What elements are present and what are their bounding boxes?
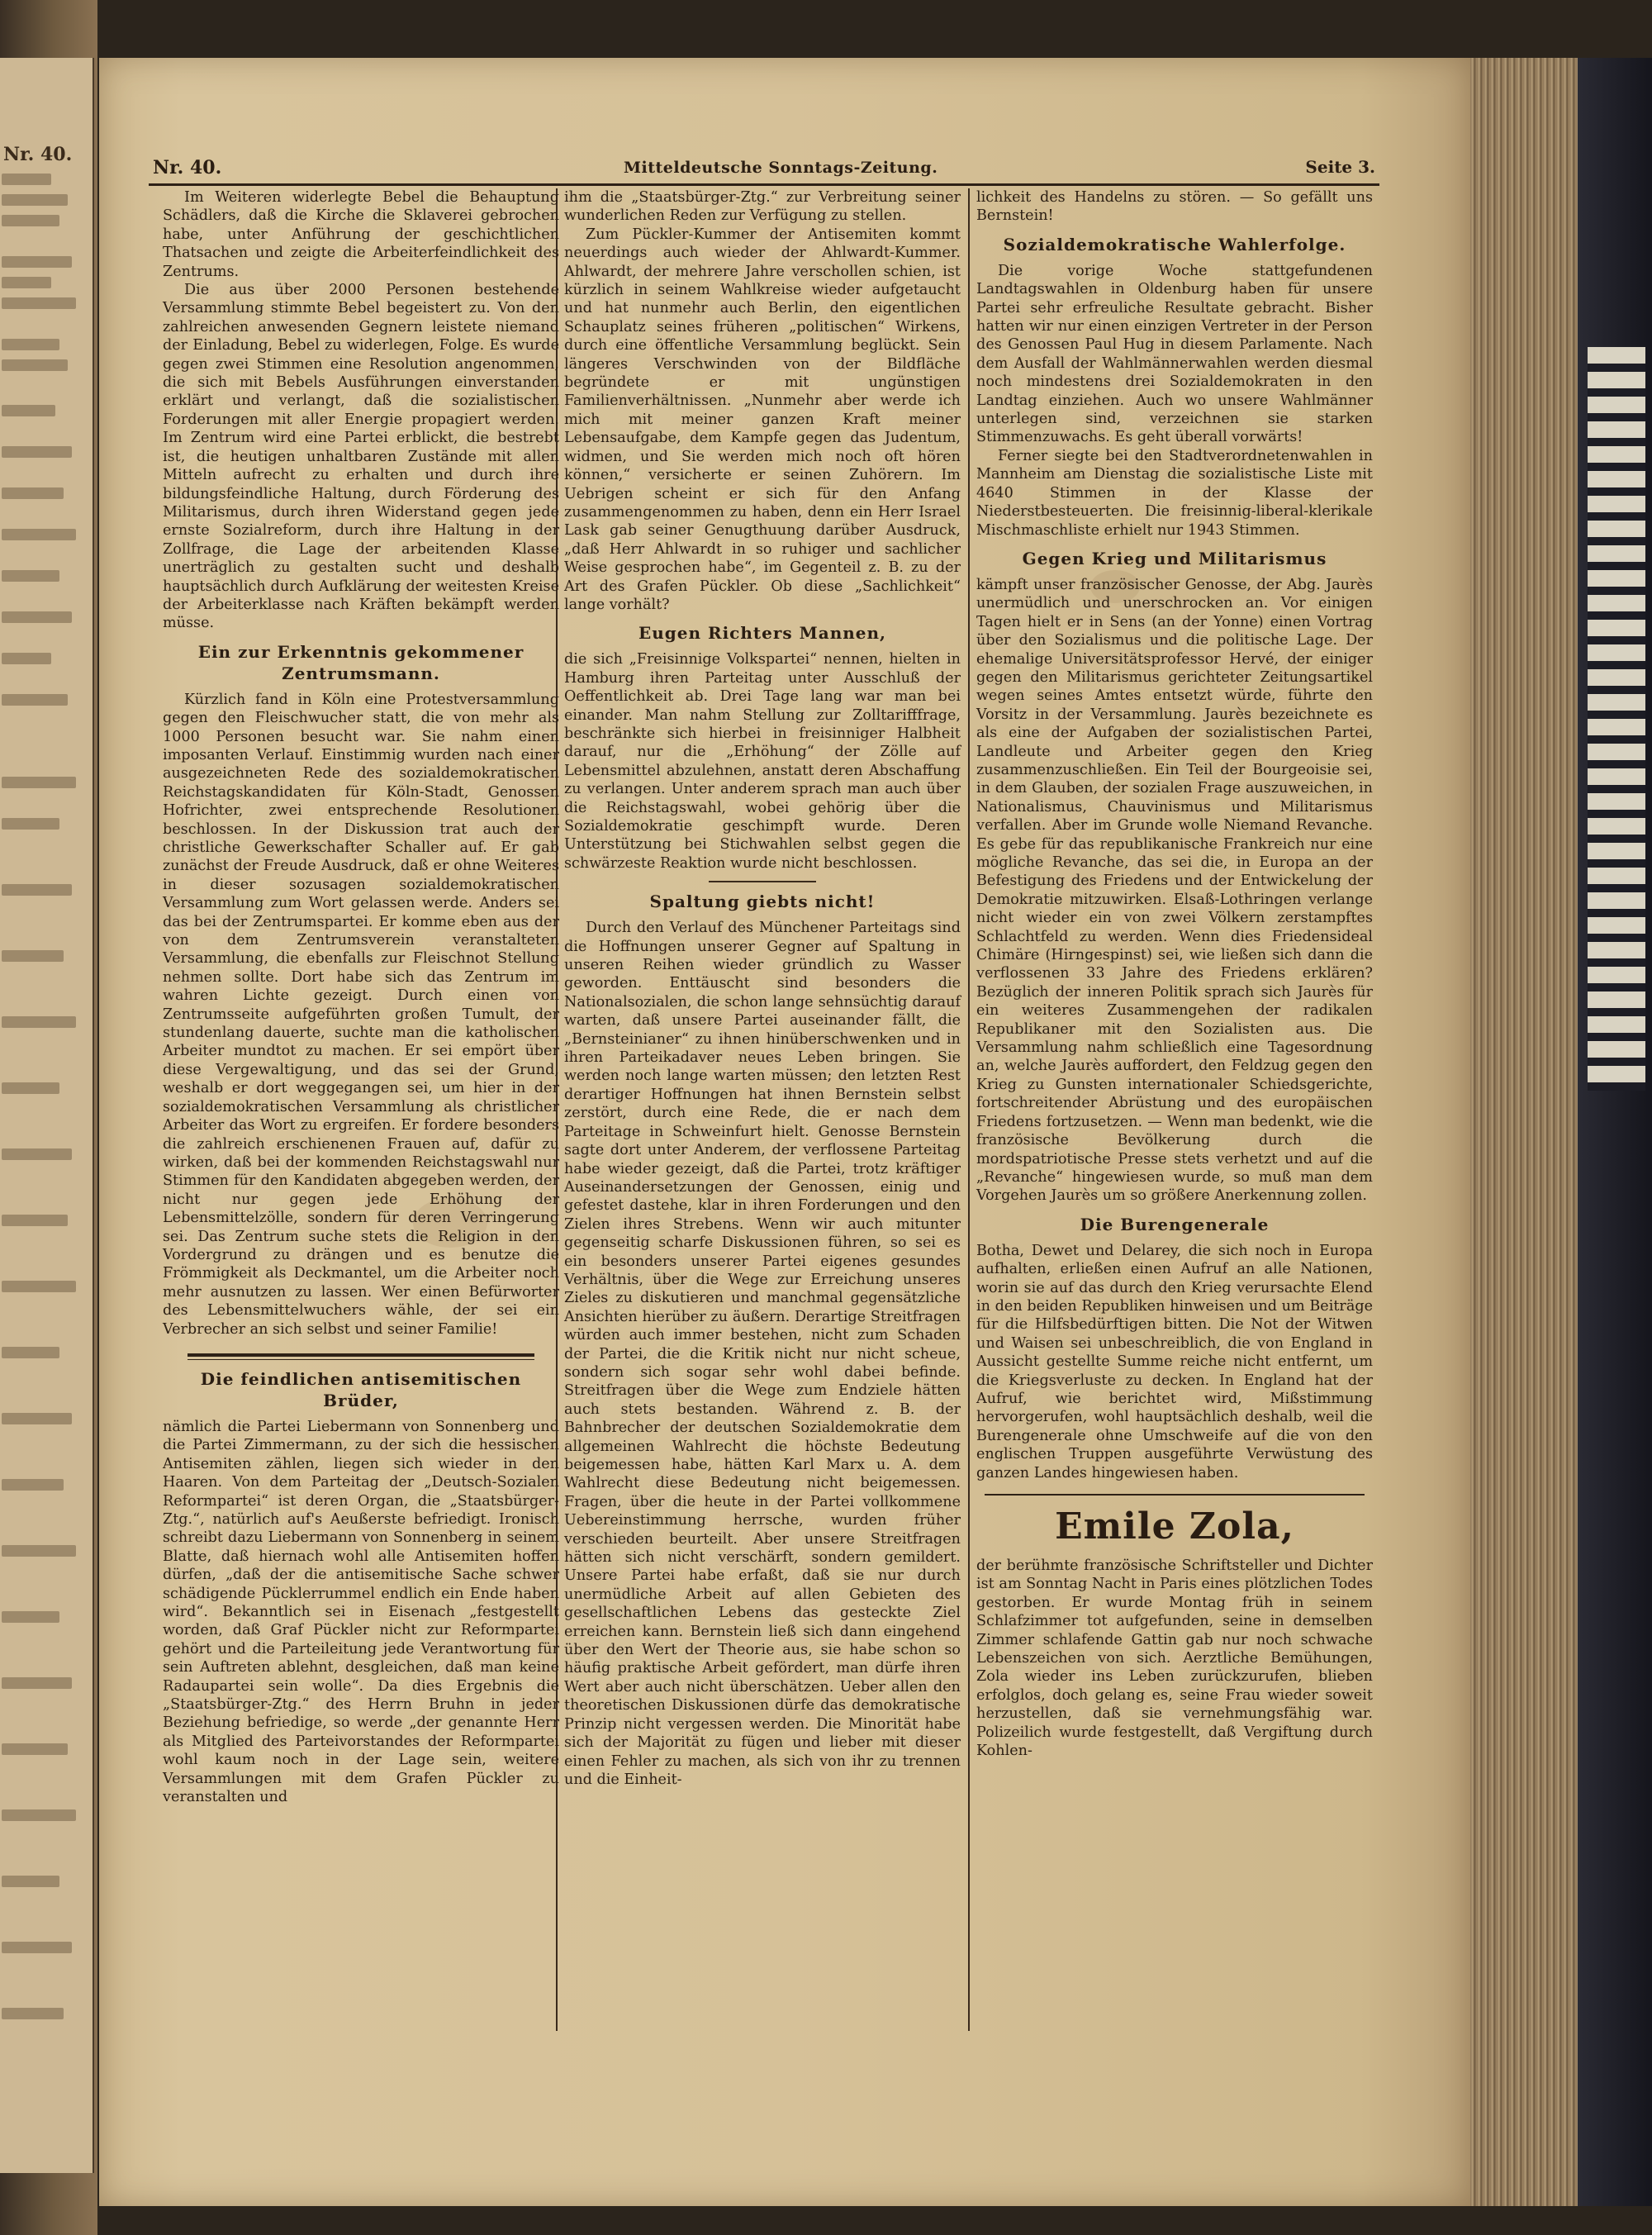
left-page-text-line <box>2 446 72 458</box>
article-paragraph: Ferner siegte bei den Stadtverordnetenwahlen in Mannheim am Dienstag die sozialistische Liste mit 4640 Stimmen in der Klasse der Niederstbesteuerten. Die freisinnig-liberal-klerikale Mischmaschliste erhielt nur 1943 Stimmen. <box>976 447 1373 539</box>
left-page-text-line <box>2 1876 59 1887</box>
left-page-text-line <box>2 1677 72 1689</box>
left-page-text-line <box>2 1942 72 1953</box>
left-page-text-line <box>2 1743 68 1755</box>
article-heading: Die Burengenerale <box>1080 1214 1270 1234</box>
article-heading: Ein zur Erkenntnis gekommener Zentrumsmann. <box>197 641 525 683</box>
article-heading: Die feindlichen antisemitischen Brüder, <box>200 1368 522 1410</box>
header-rule <box>149 183 1379 186</box>
left-page-text-line <box>2 694 68 706</box>
left-page-text-line <box>2 277 51 288</box>
page-edges <box>1470 58 1652 2206</box>
left-page-text-line <box>2 653 51 664</box>
article-paragraph: Durch den Verlauf des Münchener Parteitags sind die Hoffnungen unserer Gegner auf Spaltung in unseren Reihen wieder gründlich zu Wasser geworden. Enttäuscht sind besonders die Nationalsozialen, die schon lange sehnsüchtig darauf warten, daß unsere Partei auseinander fällt, die „Bernsteinianer“ zu ihnen hinüberschwenken und in ihren Parteikadaver neues Leben bringen. Sie werden noch lange warten müssen; den letzten Rest derartiger Hoffnungen hat ihnen Bernstein selbst zerstört, durch eine Rede, die er nach dem Parteitage in Schweinfurt hielt. Genosse Bernstein sagte dort unter Anderem, der verflossene Parteitag habe wieder gezeigt, daß die Partei, trotz kräftiger Auseinandersetzungen der Genossen, einig und gefestet dastehe, klar in ihren Forderungen und den Zielen ihres Strebens. Wenn wir auch mitunter gegenseitig scharfe Diskussionen führen, so sei es ein besonders unserer Partei eigenes gesundes Verhältnis, über die Wege zur Erreichung unseres Zieles zu diskutieren und manchmal gegensätzliche Ansichten hierüber zu äußern. Derartige Streitfragen würden auch immer bestehen, nicht zum Schaden der Partei, die die Kritik nicht nur nicht scheue, sondern sich sogar sehr wohl dabei befinde. Streitfragen über die Wege zum Endziele hätten auch stets bestanden. Während z. B. der Bahnbrecher der deutschen Sozialdemokratie dem allgemeinen Wahlrecht die höchste Bedeutung beigemessen habe, hätten Karl Marx u. A. dem Wahlrecht diese Bedeutung nicht beigemessen. Fragen, über die heute in der Partei vollkommene Uebereinstimmung herrsche, wurden früher verschieden beurteilt. Aber unsere Streitfragen hätten sich nicht verschärft, sondern gemildert. Unsere Partei habe erfaßt, daß sie nur durch unermüdliche Arbeit auf allen Gebieten des gesellschaftlichen Lebens das gesteckte Ziel erreichen kann. Bernstein ließ sich dann eingehend über den Wert der Theorie aus, sie habe schon so häufig praktische Arbeit gefördert, man dürfe ihren Wert aber auch nicht überschätzen. Ueber allen den theoretischen Diskussionen dürfe das demokratische Prinzip nicht vergessen werden. Die Minorität habe sich der Majorität zu fügen und lieber mit dieser einen Fehler zu machen, als sich von ihr zu trennen und die Einheit- <box>564 920 961 1788</box>
article-heading: Sozialdemokratische Wahlerfolge. <box>1003 234 1346 254</box>
left-page-text-line <box>2 1413 72 1424</box>
article-paragraph: Die vorige Woche stattgefundenen Landtagswahlen in Oldenburg haben für unsere Partei sehr erfreuliche Resultate gebracht. Bisher hatten wir nur einen einzigen Vertreter in der Person des Genossen Paul Hug in diesem Parlamente. Nach dem Ausfall der Wahlmännerwahlen werden diesmal noch mindestens drei Sozialdemokraten in den Landtag einziehen. Auch wo unsere Wahlmänner unterlegen sind, verzeichnen sie starken Stimmenzuwachs. Es geht überall vorwärts! <box>976 262 1373 446</box>
article-paragraph: Kürzlich fand in Köln eine Protestversammlung gegen den Fleischwucher statt, die von mehr als 1000 Personen besucht war. Sie nahm einen imposanten Verlauf. Einstimmig wurden nach einer ausgezeichneten Rede des sozialdemokratischen Reichstagskandidaten für Köln-Stadt, Genossen Hofrichter, zwei entsprechende Resolutionen beschlossen. In der Diskussion trat auch der christliche Gewerkschafter Schaller auf. Er gab zunächst der Freude Ausdruck, daß er ohne Weiteres in dieser sozusagen sozialdemokratischen Versammlung zum Wort gelassen werde. Anders sei das bei der Zentrumspartei. Er komme eben aus der von dem Zentrumsverein veranstalteten Versammlung, die ebenfalls zur Fleischnot Stellung nehmen sollte. Dort habe sich das Zentrum im wahren Lichte gezeigt. Durch einen von Zentrumsseite aufgeführten großen Tumult, der stundenlang dauerte, suchte man die katholischen Arbeiter mundtot zu machen. Er sei empört über diese Vergewaltigung, und das sei der Grund, weshalb er dort weggegangen sei, um hier in der sozialdemokratischen Versammlung als christlicher Arbeiter das Wort zu ergreifen. Er fordere besonders die zahlreich erschienenen Frauen auf, dafür zu wirken, daß bei der kommenden Reichstagswahl nur Stimmen für den Kandidaten abgegeben werden, der nicht nur gegen jede Erhöhung der Lebensmittelzölle, sondern für deren Verringerung sei. Das Zentrum suche stets die Religion in den Vordergrund zu drängen und es benutze die Frömmigkeit als Deckmantel, um die Arbeiter noch mehr ausnutzen zu lassen. Wer einen Befürworter des Lebensmittelwuchers wähle, der sei ein Verbrecher an sich selbst und seiner Familie! <box>163 691 559 1338</box>
left-page-text-line <box>2 297 76 309</box>
article-paragraph: die sich „Freisinnige Volkspartei“ nennen, hielten in Hamburg ihren Parteitag unter Ausschluß der Oeffentlichkeit ab. Drei Tage lang war man bei einander. Man nahm Stellung zur Zolltarifffrage, beschränkte sich hierbei in freisinniger Halbheit darauf, nur die „Erhöhung“ der Zölle auf Lebensmittel abzulehnen, anstatt deren Abschaffung zu verlangen. Unter anderem sprach man auch über die Reichstagswahl, wobei gehörig über die Sozialdemokratie geschimpft wurde. Deren Unterstützung bei Stichwahlen selbst gegen die schwärzeste Reaktion wurde nicht beschlossen. <box>564 651 961 872</box>
article-paragraph: nämlich die Partei Liebermann von Sonnenberg und die Partei Zimmermann, zu der sich die hessischen Antisemiten zählen, liegen sich wieder in den Haaren. Von dem Parteitag der „Deutsch-Sozialen Reformpartei“ ist deren Organ, die „Staatsbürger-Ztg.“, natürlich auf's Aeußerste befriedigt. Ironisch schreibt dazu Liebermann von Sonnenberg in seinem Blatte, daß hiernach wohl alle Antisemiten hoffen dürfen, „daß der die antisemitische Sache schwer schädigende Pücklerrummel endlich ein Ende haben wird“. Bekanntlich sei in Eisenach „festgestellt worden, daß Graf Pückler nicht zur Reformpartei gehört und die Parteileitung jede Verantwortung für sein Auftreten ablehnt, desgleichen, daß man keine Radaupartei sein wolle“. Da dies Ergebnis die „Staatsbürger-Ztg.“ des Herrn Bruhn in jeder Beziehung befriedige, so werde „der genannte Herr als Mitglied des Parteivorstandes der Reformpartei wohl kaum noch in der Lage sein, weitere Versammlungen mit dem Grafen Pückler zu veranstalten und <box>163 1418 559 1806</box>
article-heading: Gegen Krieg und Militarismus <box>1022 548 1327 568</box>
left-page-text-line <box>2 1082 59 1094</box>
left-page-text-line <box>2 2008 64 2019</box>
left-page-issue: Nr. 40. <box>3 144 73 165</box>
article-paragraph: lichkeit des Handelns zu stören. — So gefällt uns Bernstein! <box>976 189 1373 225</box>
section-rule <box>985 1494 1365 1496</box>
left-page-text-line <box>2 570 59 582</box>
left-page-text-line <box>2 339 59 350</box>
left-page-text-line <box>2 487 64 499</box>
article-paragraph: kämpft unser französischer Genosse, der Abg. Jaurès unermüdlich und unerschrocken an. Vor einigen Tagen hielt er in Sens (an der Yonne) einen Vortrag über den Sozialismus und die politische Lage. Der ehemalige Universitätsprofessor Hervé, der einiger gegen den Militarismus gerichteter Zeitungsartikel wegen seines Amtes entsetzt würde, führte den Vorsitz in der Versammlung. Jaurès bezeichnete es als eine der Aufgaben der sozialistischen Partei, Landleute und Arbeiter gegen den Krieg zusammenzuschließen. Ein Teil der Bourgeoisie sei, in dem Glauben, der sozialen Frage auszuweichen, in Nationalismus, Chauvinismus und Militarismus verfallen. Aber im Grunde wolle Niemand Revanche. Es gebe für das republikanische Frankreich nur eine mögliche Revanche, das sei die, in Europa an der Befestigung des Friedens und der Entwickelung der Demokratie mitzuwirken. Elsaß-Lothringen verlange nicht wieder ein von zwei Völkern zerstampftes Schlachtfeld zu werden. Wenn dies Friedensideal Chimäre (Hirngespinst) sei, wie ließen sich dann die verflossenen 33 Jahre des Friedens erklären? Bezüglich der inneren Politik sprach sich Jaurès für ein weiteres Zusammengehen der radikalen Republikaner mit den Sozialisten aus. Die Versammlung nahm schließlich eine Tagesordnung an, welche Jaurès auffordert, den Feldzug gegen den Krieg zu Gunsten internationaler Schiedsgerichte, fortschreitender Abrüstung und des europäischen Friedens fortzusetzen. — Wenn man bedenkt, wie die französische Bevölkerung durch die mordspatriotische Presse stets verhetzt und auf die „Revanche“ hingewiesen wurde, so muß man dem Vorgehen Jaurès um so größere Anerkennung zollen. <box>976 576 1373 1205</box>
left-page-text-line <box>2 1545 76 1557</box>
left-page-text-line <box>2 194 68 206</box>
left-page-text-line <box>2 1809 76 1821</box>
article-heading: Eugen Richters Mannen, <box>638 623 887 644</box>
column-divider <box>968 188 970 2031</box>
left-page-text-line <box>2 1148 72 1160</box>
article-heading-large: Emile Zola, <box>1055 1505 1294 1548</box>
left-page-text-line <box>2 1479 64 1491</box>
left-page-text-line <box>2 256 72 268</box>
left-page-text-line <box>2 1215 68 1226</box>
page-number: Seite 3. <box>1305 157 1375 177</box>
section-rule <box>188 1353 534 1360</box>
spine-label <box>1588 347 1645 1091</box>
left-page-text-line <box>2 1016 76 1028</box>
left-page-text-line <box>2 1611 59 1623</box>
column-3 <box>976 188 1373 1760</box>
left-page-text-line <box>2 405 55 416</box>
article-heading: Spaltung giebts nicht! <box>649 892 876 912</box>
article-paragraph: Zum Pückler-Kummer der Antisemiten kommt neuerdings auch wieder der Ahlwardt-Kummer. Ahlwardt, der mehrere Jahre verschollen schien, ist kürzlich in seinem Wahlkreise wieder aufgetaucht und hat nunmehr auch Berlin, den eigentlichen Schauplatz seines früheren „politischen“ Wirkens, durch eine öffentliche Versammlung beglückt. Sein längeres Verschwinden von der Bildfläche begründete er mit ungünstigen Familienverhältnissen. „Nunmehr aber werde ich mich mit meiner ganzen Kraft meiner Lebensaufgabe, dem Kampfe gegen das Judentum, widmen, und Sie werden mich noch oft hören können,“ versicherte er seinen Zuhörern. Im Uebrigen scheint er sich für den Anfang zusammengenommen zu haben, denn ein Herr Israel Lask gab seiner Genugthuung darüber Ausdruck, „daß Herr Ahlwardt in so ruhiger und sachlicher Weise gesprochen habe“, im Gegenteil z. B. zu der Art des Grafen Pückler. Ob diese „Sachlichkeit“ lange vorhält? <box>564 226 961 613</box>
left-page-text-line <box>2 529 76 540</box>
left-page-text-line <box>2 818 59 830</box>
left-page-text-line <box>2 1281 76 1292</box>
book-cover-edge <box>1578 58 1652 2206</box>
left-page-text-line <box>2 884 72 896</box>
newspaper-title: Mitteldeutsche Sonntags-Zeitung. <box>624 159 938 177</box>
left-page-text-line <box>2 174 51 185</box>
left-page-text-line <box>2 1347 59 1358</box>
issue-number: Nr. 40. <box>153 157 222 178</box>
article-paragraph: Botha, Dewet und Delarey, die sich noch in Europa aufhalten, erließen einen Aufruf an alle Nationen, worin sie auf das durch den Krieg verursachte Elend in den beiden Republiken hinweisen und um Beiträge für die Hilfsbedürftigen bitten. Die Not der Witwen und Waisen sei unbeschreiblich, die von England in Aussicht gestellte Summe reiche nicht entfernt, um die Kriegsverluste zu decken. In England hat der Aufruf, wie berichtet wird, Mißstimmung hervorgerufen, wohl hauptsächlich deshalb, weil die Burengenerale ohne Umschweife auf die von den englischen Truppen ausgeführte Verwüstung des ganzen Landes hingewiesen haben. <box>976 1242 1373 1481</box>
column-1 <box>163 188 559 1807</box>
left-page-fragment <box>0 58 94 2173</box>
column-2 <box>564 188 961 1789</box>
article-paragraph: der berühmte französische Schriftsteller und Dichter ist am Sonntag Nacht in Paris eines plötzlichen Todes gestorben. Er wurde Montag früh in seinem Schlafzimmer tot aufgefunden, seine in demselben Zimmer schlafende Gattin gab nur noch schwache Lebenszeichen von sich. Aerztliche Bemühungen, Zola wieder ins Leben zurückzurufen, blieben erfolglos, doch gelang es, seine Frau wieder soweit herzustellen, daß sie vernehmungsfähig war. Polizeilich wurde festgestellt, daß Vergiftung durch Kohlen- <box>976 1557 1373 1760</box>
left-page-text-line <box>2 950 64 962</box>
left-page-text-line <box>2 777 76 788</box>
article-paragraph: Die aus über 2000 Personen bestehende Versammlung stimmte Bebel begeistert zu. Von den zahlreichen anwesenden Gegnern leistete niemand der Einladung, Bebel zu widerlegen, Folge. Es wurde gegen zwei Stimmen eine Resolution angenommen, die sich mit Bebels Ausführungen einverstanden erklärt und verlangt, daß die sozialistischen Forderungen mit aller Energie propagiert werden. Im Zentrum wird eine Partei erblickt, die bestrebt ist, die heutigen unhaltbaren Zustände mit allen Mitteln aufrecht zu erhalten und durch ihre bildungsfeindliche Haltung, durch Förderung des Militarismus, durch ihren Widerstand gegen jede ernste Sozialreform, durch ihre Haltung in der Zollfrage, die Lage der arbeitenden Klasse unerträglich zu gestalten sucht und deshalb hauptsächlich durch Aufklärung der weitesten Kreise der Arbeiterklasse nach Kräften bekämpft werden müsse. <box>163 282 559 632</box>
section-rule <box>709 881 816 882</box>
left-page-text-line <box>2 359 68 371</box>
left-page-text-line <box>2 215 59 226</box>
article-paragraph: Im Weiteren widerlegte Bebel die Behauptung Schädlers, daß die Kirche die Sklaverei gebrochen habe, unter Anführung der geschichtlichen Thatsachen und zeigte die Arbeiterfeindlichkeit des Zentrums. <box>163 189 559 280</box>
left-page-text-line <box>2 611 72 623</box>
article-paragraph: ihm die „Staatsbürger-Ztg.“ zur Verbreitung seiner wunderlichen Reden zur Verfügung zu stellen. <box>564 189 961 225</box>
